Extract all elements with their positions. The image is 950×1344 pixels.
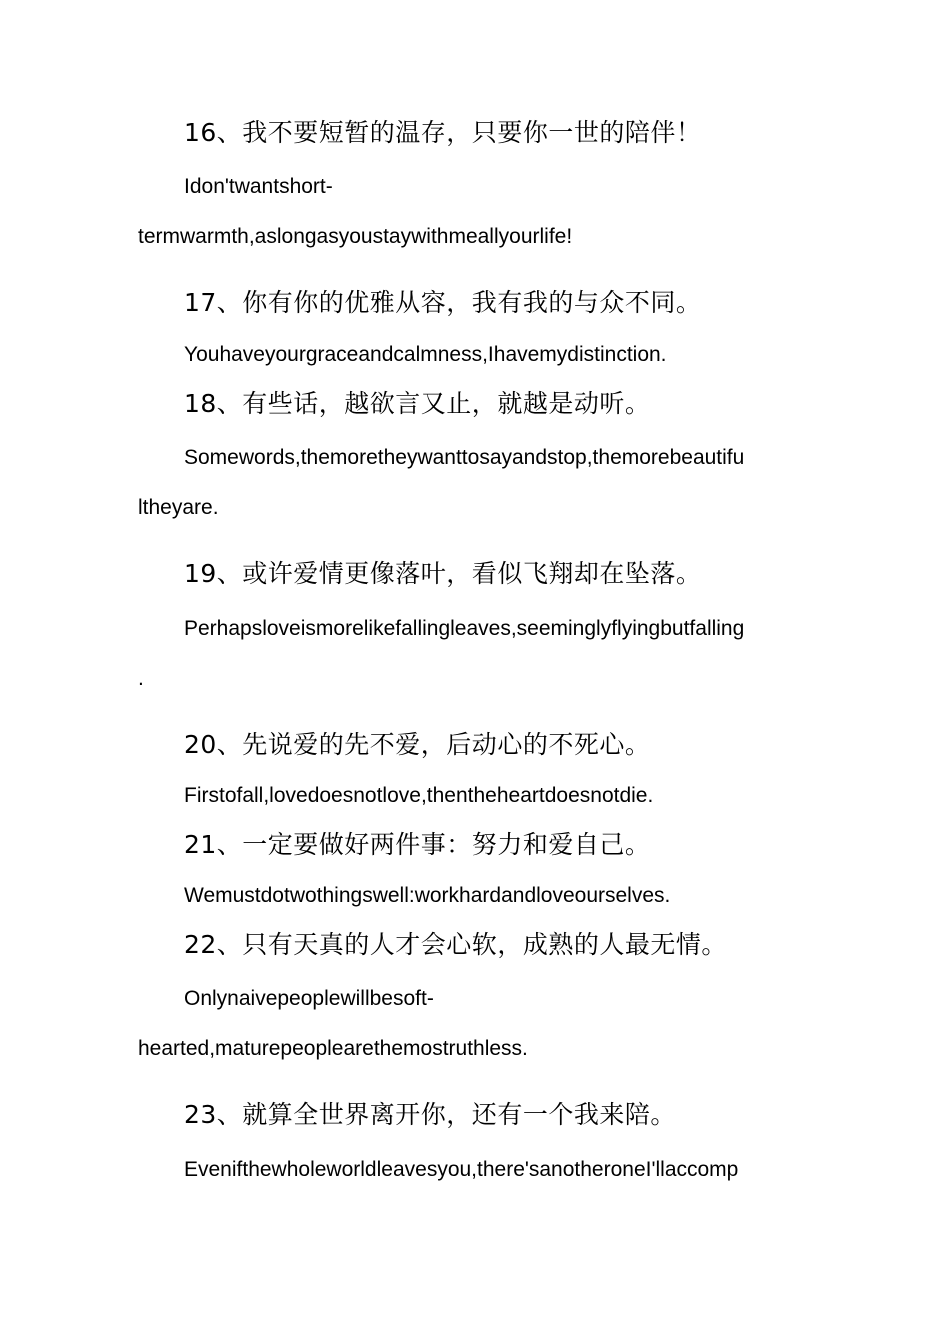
quote-17-chinese: 17、你有你的优雅从容，我有我的与众不同。 bbox=[184, 288, 702, 317]
quote-16-chinese: 16、我不要短暂的温存，只要你一世的陪伴！ bbox=[184, 118, 702, 147]
quote-22-english-line-2: hearted,maturepeoplearethemostruthless. bbox=[138, 1037, 528, 1060]
quote-21-english: Wemustdotwothingswell:workhardandloveourselves. bbox=[184, 884, 671, 907]
quote-23-english-line-1: Evenifthewholeworldleavesyou,there'sanotheroneI'llaccomp bbox=[184, 1158, 739, 1181]
quote-18-chinese: 18、有些话，越欲言又止，就越是动听。 bbox=[184, 389, 651, 418]
quote-22-english-line-1: Onlynaivepeoplewillbesoft- bbox=[184, 987, 434, 1010]
quote-20-english: Firstofall,lovedoesnotlove,thentheheartdoesnotdie. bbox=[184, 784, 654, 807]
quote-16-english-line-1: Idon'twantshort- bbox=[184, 175, 333, 198]
quote-19-chinese: 19、或许爱情更像落叶，看似飞翔却在坠落。 bbox=[184, 559, 702, 588]
quote-17-english: Youhaveyourgraceandcalmness,Ihavemydistinction. bbox=[184, 343, 667, 366]
quote-20-chinese: 20、先说爱的先不爱，后动心的不死心。 bbox=[184, 730, 651, 759]
quote-19-english-line-2: . bbox=[138, 667, 144, 690]
quote-16-english-line-2: termwarmth,aslongasyoustaywithmeallyourlife! bbox=[138, 225, 573, 248]
quote-21-chinese: 21、一定要做好两件事：努力和爱自己。 bbox=[184, 830, 651, 859]
quote-23-chinese: 23、就算全世界离开你，还有一个我来陪。 bbox=[184, 1100, 676, 1129]
quote-18-english-line-1: Somewords,themoretheywanttosayandstop,themorebeautifu bbox=[184, 446, 745, 469]
quote-18-english-line-2: ltheyare. bbox=[138, 496, 219, 519]
quote-19-english-line-1: Perhapsloveismorelikefallingleaves,seeminglyflyingbutfalling bbox=[184, 617, 745, 640]
quote-22-chinese: 22、只有天真的人才会心软，成熟的人最无情。 bbox=[184, 930, 727, 959]
